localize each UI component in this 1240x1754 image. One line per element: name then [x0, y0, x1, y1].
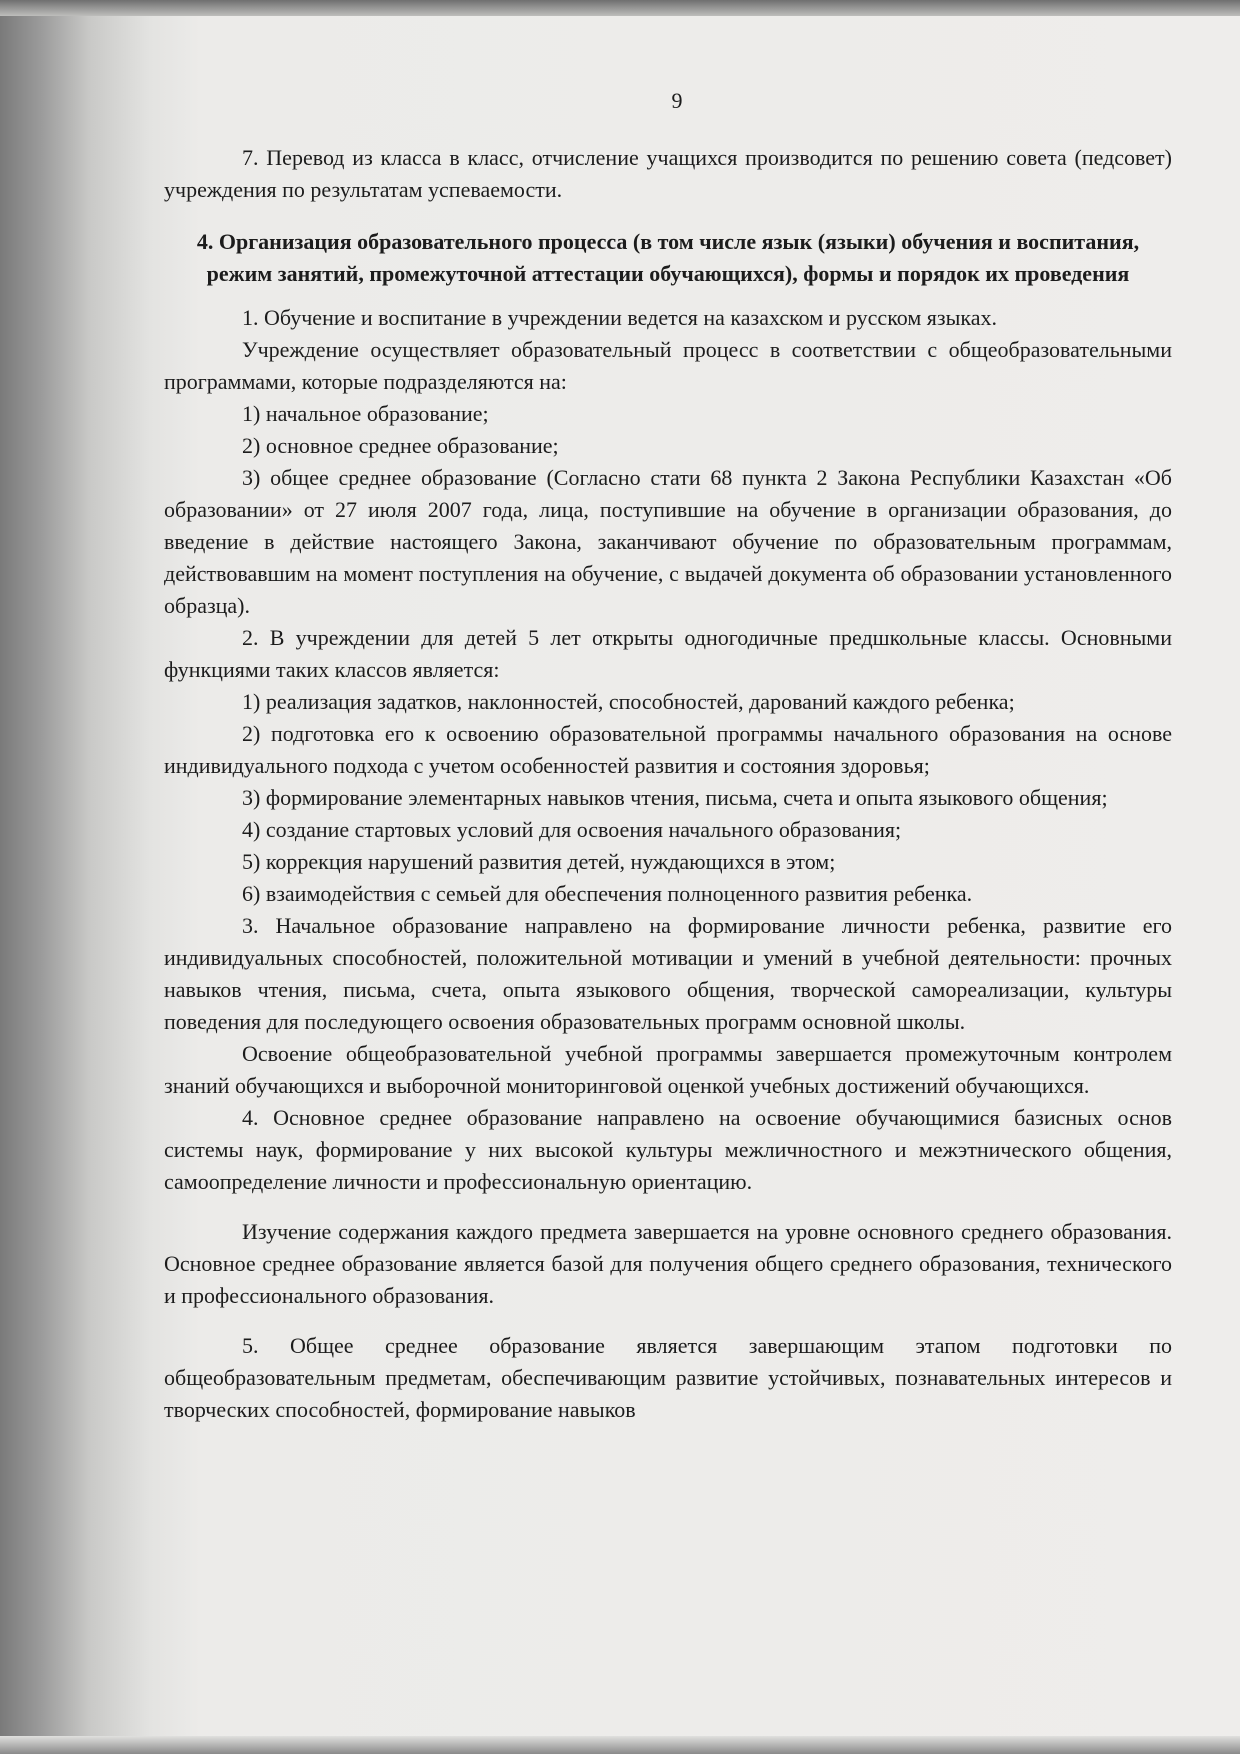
paragraph-preschool: 2. В учреждении для детей 5 лет открыты одногодичные предшкольные классы. Основными функциями таких классов является:: [164, 625, 1172, 682]
document-page: [164, 88, 1172, 1426]
paragraph-subject-study: Изучение содержания каждого предмета завершается на уровне основного среднего образования. Основное среднее образование является базой для получения общего среднего образования, технического и профессионального образования.: [164, 1219, 1172, 1308]
paragraph-1: 1. Обучение и воспитание в учреждении ведется на казахском и русском языках.: [242, 305, 997, 330]
paragraph-primary-education: 3. Начальное образование направлено на формирование личности ребенка, развитие его индивидуальных способностей, положительной мотивации и умений в учебной деятельности: прочных навыков чтения, письма, счета, опыта языкового общения, творческой самореализации, культуры поведения для последующего освоения образовательных программ основной школы.: [164, 913, 1172, 1034]
section-heading: 4. Организация образовательного процесса (в том числе язык (языки) обучения и воспитания, режим занятий, промежуточной аттестации обучающихся), формы и порядок их проведения: [196, 229, 1140, 286]
paragraph-program-completion: Освоение общеобразовательной учебной программы завершается промежуточным контролем знаний обучающихся и выборочной мониторинговой оценкой учебных достижений обучающихся.: [164, 1041, 1172, 1098]
paragraph-transfer: 7. Перевод из класса в класс, отчисление учащихся производится по решению совета (педсовет) учреждения по результатам успеваемости.: [164, 145, 1172, 202]
paragraph-basic-secondary: 4. Основное среднее образование направлено на освоение обучающимися базисных основ системы наук, формирование у них высокой культуры межличностного и межэтнического общения, самоопределение личности и профессиональную ориентацию.: [164, 1105, 1172, 1194]
scan-top-edge: [0, 0, 1240, 16]
scan-bottom-edge: [0, 1736, 1240, 1754]
page-number: 9: [671, 88, 683, 113]
function-item-5: 5) коррекция нарушений развития детей, нуждающихся в этом;: [242, 849, 836, 874]
function-item-2: 2) подготовка его к освоению образовательной программы начального образования на основе индивидуального подхода с учетом особенностей развития и состояния здоровья;: [164, 721, 1172, 778]
function-item-3: 3) формирование элементарных навыков чтения, письма, счета и опыта языкового общения;: [242, 785, 1108, 810]
function-item-6: 6) взаимодействия с семьей для обеспечения полноценного развития ребенка.: [242, 881, 973, 906]
paragraph-general-secondary: 5. Общее среднее образование является завершающим этапом подготовки по общеобразовательным предметам, обеспечивающим развитие устойчивых, познавательных интересов и творческих способностей, формирование навыков: [164, 1333, 1172, 1422]
function-item-1: 1) реализация задатков, наклонностей, способностей, дарований каждого ребенка;: [242, 689, 1015, 714]
function-item-4: 4) создание стартовых условий для освоения начального образования;: [242, 817, 902, 842]
list-item-3: 3) общее среднее образование (Согласно стати 68 пункта 2 Закона Республики Казахстан «Об образовании» от 27 июля 2007 года, лица, поступившие на обучение в организации образования, до введение в действие настоящего Закона, заканчивают обучение по образовательным программам, действовавшим на момент поступления на обучение, с выдачей документа об образовании установленного образца).: [164, 465, 1172, 618]
list-item-1: 1) начальное образование;: [242, 401, 489, 426]
list-item-2: 2) основное среднее образование;: [242, 433, 559, 458]
paragraph-2: Учреждение осуществляет образовательный процесс в соответствии с общеобразовательными программами, которые подразделяются на:: [164, 337, 1172, 394]
